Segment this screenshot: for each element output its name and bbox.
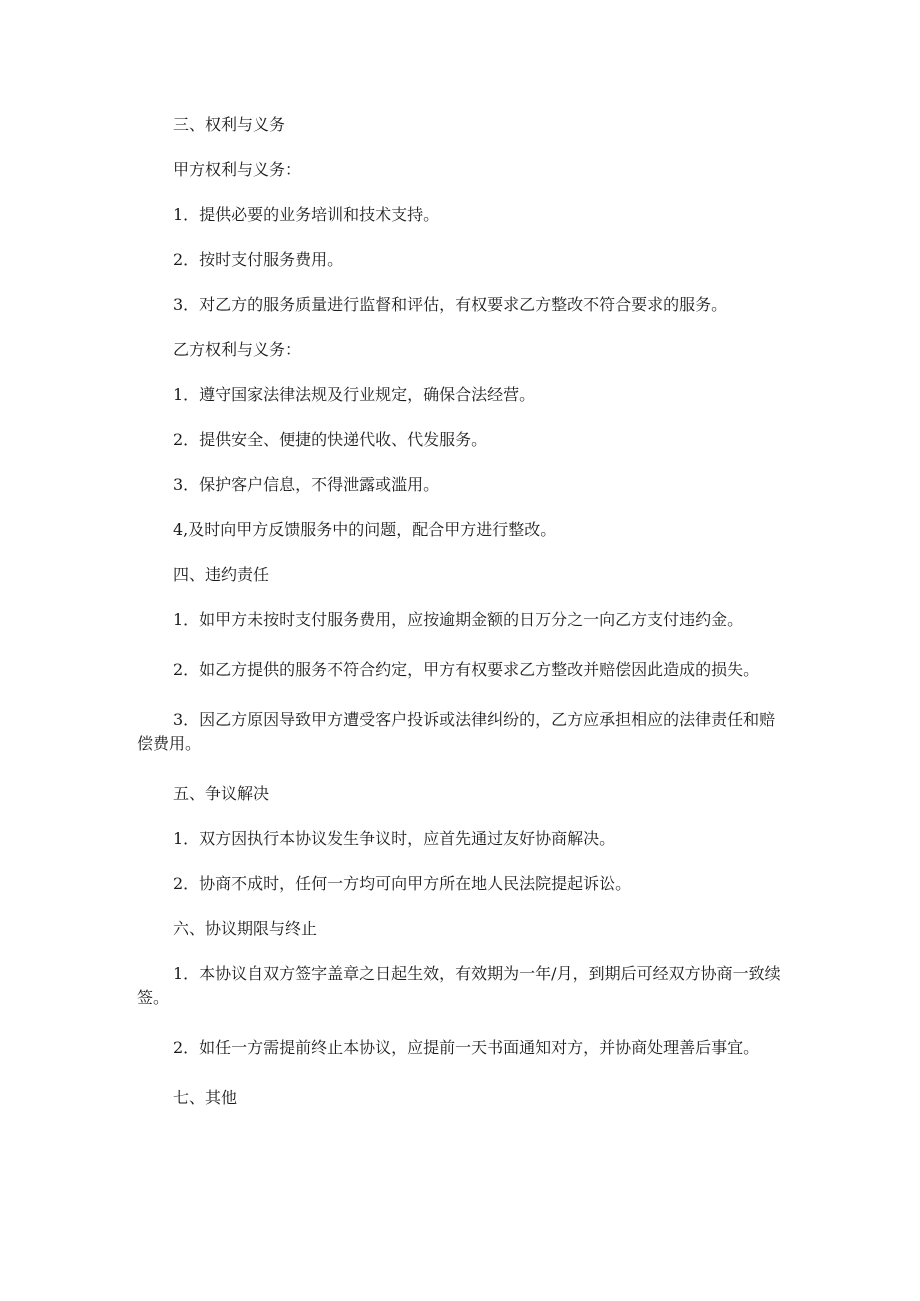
section-heading-dispute-resolution: 五、争议解决 <box>173 784 270 803</box>
section-heading-term-termination: 六、协议期限与终止 <box>173 919 318 938</box>
clause-term-2: 2．如任一方需提前终止本协议，应提前一天书面通知对方，并协商处理善后事宜。 <box>173 1038 760 1057</box>
clause-b-3: 3．保护客户信息，不得泄露或滥用。 <box>173 475 440 494</box>
clause-b-2: 2．提供安全、便捷的快递代收、代发服务。 <box>173 430 488 449</box>
clause-a-3: 3．对乙方的服务质量进行监督和评估，有权要求乙方整改不符合要求的服务。 <box>173 295 728 314</box>
subheading-party-b: 乙方权利与义务： <box>173 340 302 359</box>
document-body <box>137 113 787 1110</box>
clause-dispute-2: 2．协商不成时，任何一方均可向甲方所在地人民法院提起诉讼。 <box>173 874 632 893</box>
clause-b-4: 4,及时向甲方反馈服务中的问题，配合甲方进行整改。 <box>173 520 557 539</box>
clause-term-1: 1．本协议自双方签字盖章之日起生效，有效期为一年/月，到期后可经双方协商一致续签。 <box>137 964 781 1007</box>
clause-breach-2: 2．如乙方提供的服务不符合约定，甲方有权要求乙方整改并赔偿因此造成的损失。 <box>173 660 760 679</box>
section-heading-rights-obligations: 三、权利与义务 <box>173 115 286 134</box>
clause-a-2: 2．按时支付服务费用。 <box>173 250 344 269</box>
clause-breach-1: 1．如甲方未按时支付服务费用，应按逾期金额的日万分之一向乙方支付违约金。 <box>173 610 744 629</box>
subheading-party-a: 甲方权利与义务： <box>173 160 302 179</box>
section-heading-breach-liability: 四、违约责任 <box>173 565 270 584</box>
section-heading-other: 七、其他 <box>173 1088 238 1107</box>
clause-b-1: 1．遵守国家法律法规及行业规定，确保合法经营。 <box>173 385 536 404</box>
clause-breach-3: 3．因乙方原因导致甲方遭受客户投诉或法律纠纷的，乙方应承担相应的法律责任和赔偿费用。 <box>137 710 776 753</box>
clause-dispute-1: 1．双方因执行本协议发生争议时，应首先通过友好协商解决。 <box>173 829 616 848</box>
clause-a-1: 1．提供必要的业务培训和技术支持。 <box>173 205 440 224</box>
